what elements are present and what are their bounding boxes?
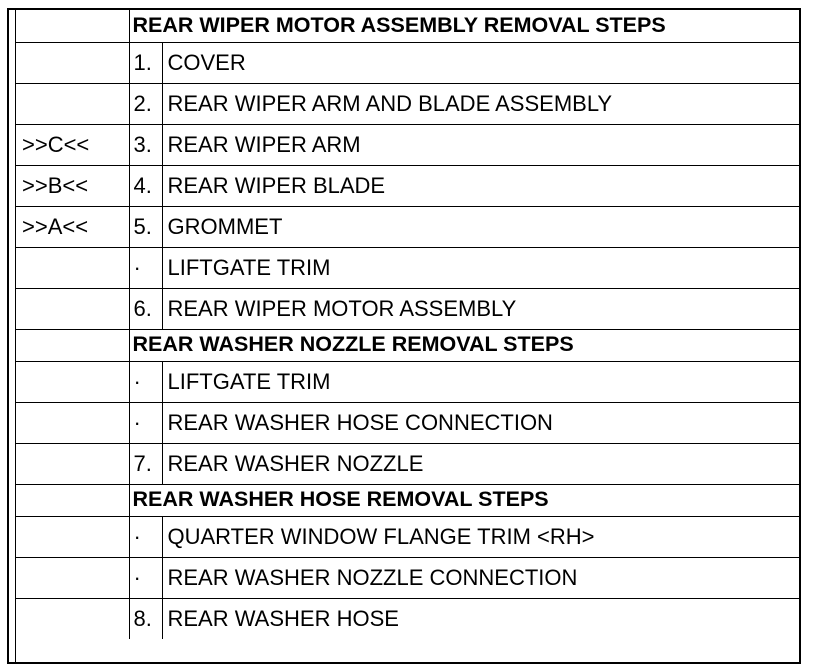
ref-cell xyxy=(16,10,129,42)
step-number: 3. xyxy=(129,124,162,165)
reference-mark xyxy=(16,443,129,484)
section-heading: REAR WASHER HOSE REMOVAL STEPS xyxy=(129,484,799,516)
step-number: 2. xyxy=(129,83,162,124)
step-description: REAR WIPER MOTOR ASSEMBLY xyxy=(162,288,799,329)
step-description: REAR WIPER ARM AND BLADE ASSEMBLY xyxy=(162,83,799,124)
step-number: 1. xyxy=(129,42,162,83)
step-description: REAR WIPER ARM xyxy=(162,124,799,165)
step-row xyxy=(16,206,799,247)
step-description: REAR WASHER NOZZLE xyxy=(162,443,799,484)
reference-mark xyxy=(16,402,129,443)
step-number: · xyxy=(129,402,162,443)
reference-mark xyxy=(16,361,129,402)
step-row xyxy=(16,288,799,329)
step-row xyxy=(16,443,799,484)
removal-steps-table xyxy=(16,10,799,639)
step-row xyxy=(16,165,799,206)
step-number: 8. xyxy=(129,598,162,639)
reference-mark xyxy=(16,247,129,288)
step-row xyxy=(16,247,799,288)
step-number: 4. xyxy=(129,165,162,206)
step-row xyxy=(16,402,799,443)
section-heading-row xyxy=(16,484,799,516)
reference-mark: >>A<< xyxy=(16,206,129,247)
step-row xyxy=(16,598,799,639)
step-number: · xyxy=(129,247,162,288)
reference-mark xyxy=(16,557,129,598)
step-number: · xyxy=(129,361,162,402)
reference-mark xyxy=(16,42,129,83)
step-description: REAR WIPER BLADE xyxy=(162,165,799,206)
step-description: COVER xyxy=(162,42,799,83)
ref-cell xyxy=(16,484,129,516)
step-description: LIFTGATE TRIM xyxy=(162,361,799,402)
reference-mark xyxy=(16,288,129,329)
step-number: 6. xyxy=(129,288,162,329)
step-row xyxy=(16,42,799,83)
step-description: LIFTGATE TRIM xyxy=(162,247,799,288)
step-description: REAR WASHER HOSE xyxy=(162,598,799,639)
step-description: QUARTER WINDOW FLANGE TRIM <RH> xyxy=(162,516,799,557)
step-description: REAR WASHER HOSE CONNECTION xyxy=(162,402,799,443)
step-description: GROMMET xyxy=(162,206,799,247)
reference-mark xyxy=(16,83,129,124)
section-heading-row xyxy=(16,329,799,361)
reference-mark xyxy=(16,598,129,639)
ref-cell xyxy=(16,329,129,361)
step-number: · xyxy=(129,557,162,598)
removal-steps-body xyxy=(16,10,799,639)
step-row xyxy=(16,361,799,402)
step-number: 7. xyxy=(129,443,162,484)
step-row xyxy=(16,557,799,598)
section-heading: REAR WIPER MOTOR ASSEMBLY REMOVAL STEPS xyxy=(129,10,799,42)
section-heading-row xyxy=(16,10,799,42)
reference-mark: >>B<< xyxy=(16,165,129,206)
step-number: · xyxy=(129,516,162,557)
reference-mark xyxy=(16,516,129,557)
section-heading: REAR WASHER NOZZLE REMOVAL STEPS xyxy=(129,329,799,361)
step-number: 5. xyxy=(129,206,162,247)
reference-mark: >>C<< xyxy=(16,124,129,165)
step-row xyxy=(16,124,799,165)
step-row xyxy=(16,516,799,557)
step-description: REAR WASHER NOZZLE CONNECTION xyxy=(162,557,799,598)
step-row xyxy=(16,83,799,124)
